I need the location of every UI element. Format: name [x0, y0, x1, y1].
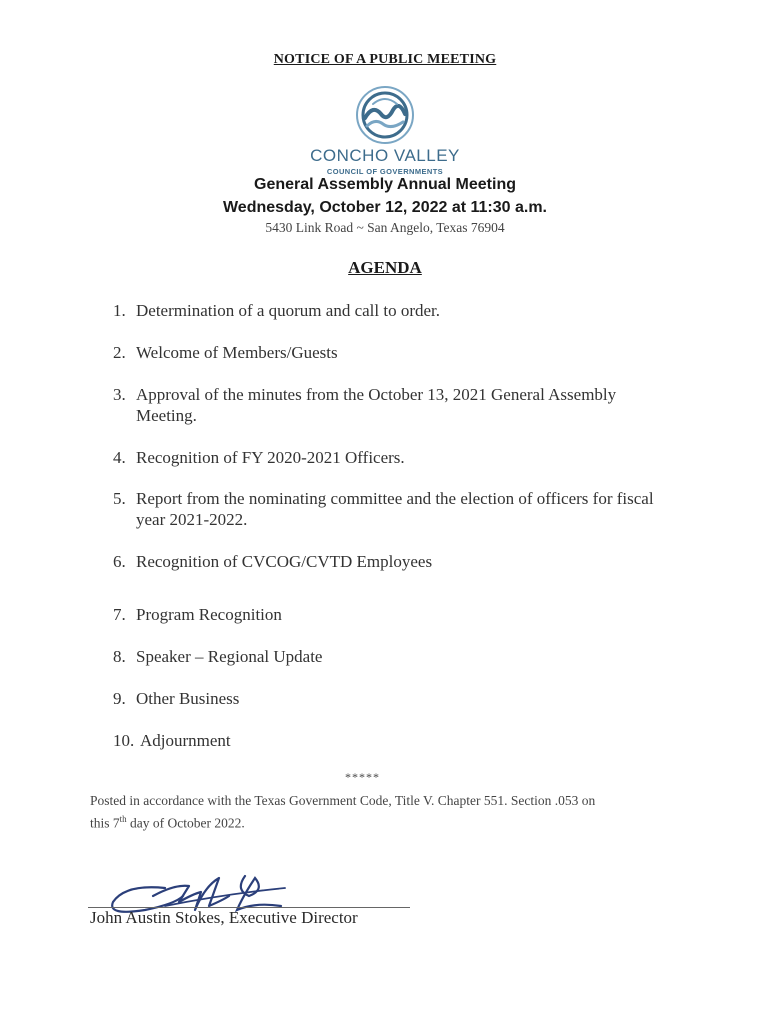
agenda-item	[113, 646, 693, 667]
org-name: CONCHO VALLEY	[310, 146, 460, 165]
agenda-item-number: 6.	[113, 552, 126, 571]
agenda-item	[113, 384, 693, 426]
agenda-item	[113, 342, 693, 363]
agenda-item	[113, 688, 693, 709]
agenda-item	[113, 604, 693, 625]
agenda-item	[113, 300, 693, 321]
agenda-item-number: 4.	[113, 448, 126, 467]
agenda-item-text: Determination of a quorum and call to order.	[136, 301, 441, 320]
agenda-item-number: 3.	[113, 385, 126, 404]
agenda-item-text: Recognition of CVCOG/CVTD Employees	[136, 552, 433, 571]
agenda-item-number: 7.	[113, 605, 126, 624]
agenda-item-number: 8.	[113, 647, 126, 666]
agenda-item-text: Welcome of Members/Guests	[136, 343, 338, 362]
agenda-heading: AGENDA	[348, 258, 422, 277]
posting-line-1: Posted in accordance with the Texas Government Code, Title V. Chapter 551. Section .053 on	[90, 793, 596, 808]
agenda-item-text: Program Recognition	[136, 605, 282, 624]
agenda-item-text: Approval of the minutes from the October 13, 2021 General Assembly Meeting.	[136, 385, 617, 425]
posting-line-2-pre: this 7	[90, 815, 120, 831]
agenda-item-text: Speaker – Regional Update	[136, 647, 323, 666]
signer-name: John Austin Stokes, Executive Director	[90, 908, 358, 927]
agenda-item-number: 10.	[113, 731, 135, 750]
concho-valley-logo-icon	[355, 84, 415, 146]
meeting-date: Wednesday, October 12, 2022 at 11:30 a.m.	[222, 199, 547, 216]
meeting-title: General Assembly Annual Meeting	[254, 176, 516, 193]
agenda-item-text: Report from the nominating committee and the election of officers for fiscal year 2021-2022.	[136, 489, 654, 529]
agenda-item-text: Adjournment	[140, 731, 231, 750]
separator-stars: *****	[345, 770, 380, 784]
posting-line-2-post: day of October 2022.	[126, 815, 245, 831]
posting-notice	[90, 791, 680, 833]
agenda-item	[113, 730, 693, 751]
agenda-item-number: 1.	[113, 301, 126, 320]
agenda-item-text: Other Business	[136, 689, 240, 708]
agenda-item-number: 9.	[113, 689, 126, 708]
notice-title: NOTICE OF A PUBLIC MEETING	[273, 52, 497, 67]
posting-line-2-sup: th	[119, 814, 127, 824]
meeting-address: 5430 Link Road ~ San Angelo, Texas 76904	[265, 220, 505, 235]
agenda-item-text: Recognition of FY 2020-2021 Officers.	[136, 448, 405, 467]
agenda-item	[113, 488, 693, 530]
agenda-item	[113, 551, 693, 572]
agenda-item	[113, 447, 693, 468]
agenda-item-number: 5.	[113, 489, 126, 508]
agenda-item-number: 2.	[113, 343, 126, 362]
org-subtitle: COUNCIL OF GOVERNMENTS	[326, 167, 444, 176]
